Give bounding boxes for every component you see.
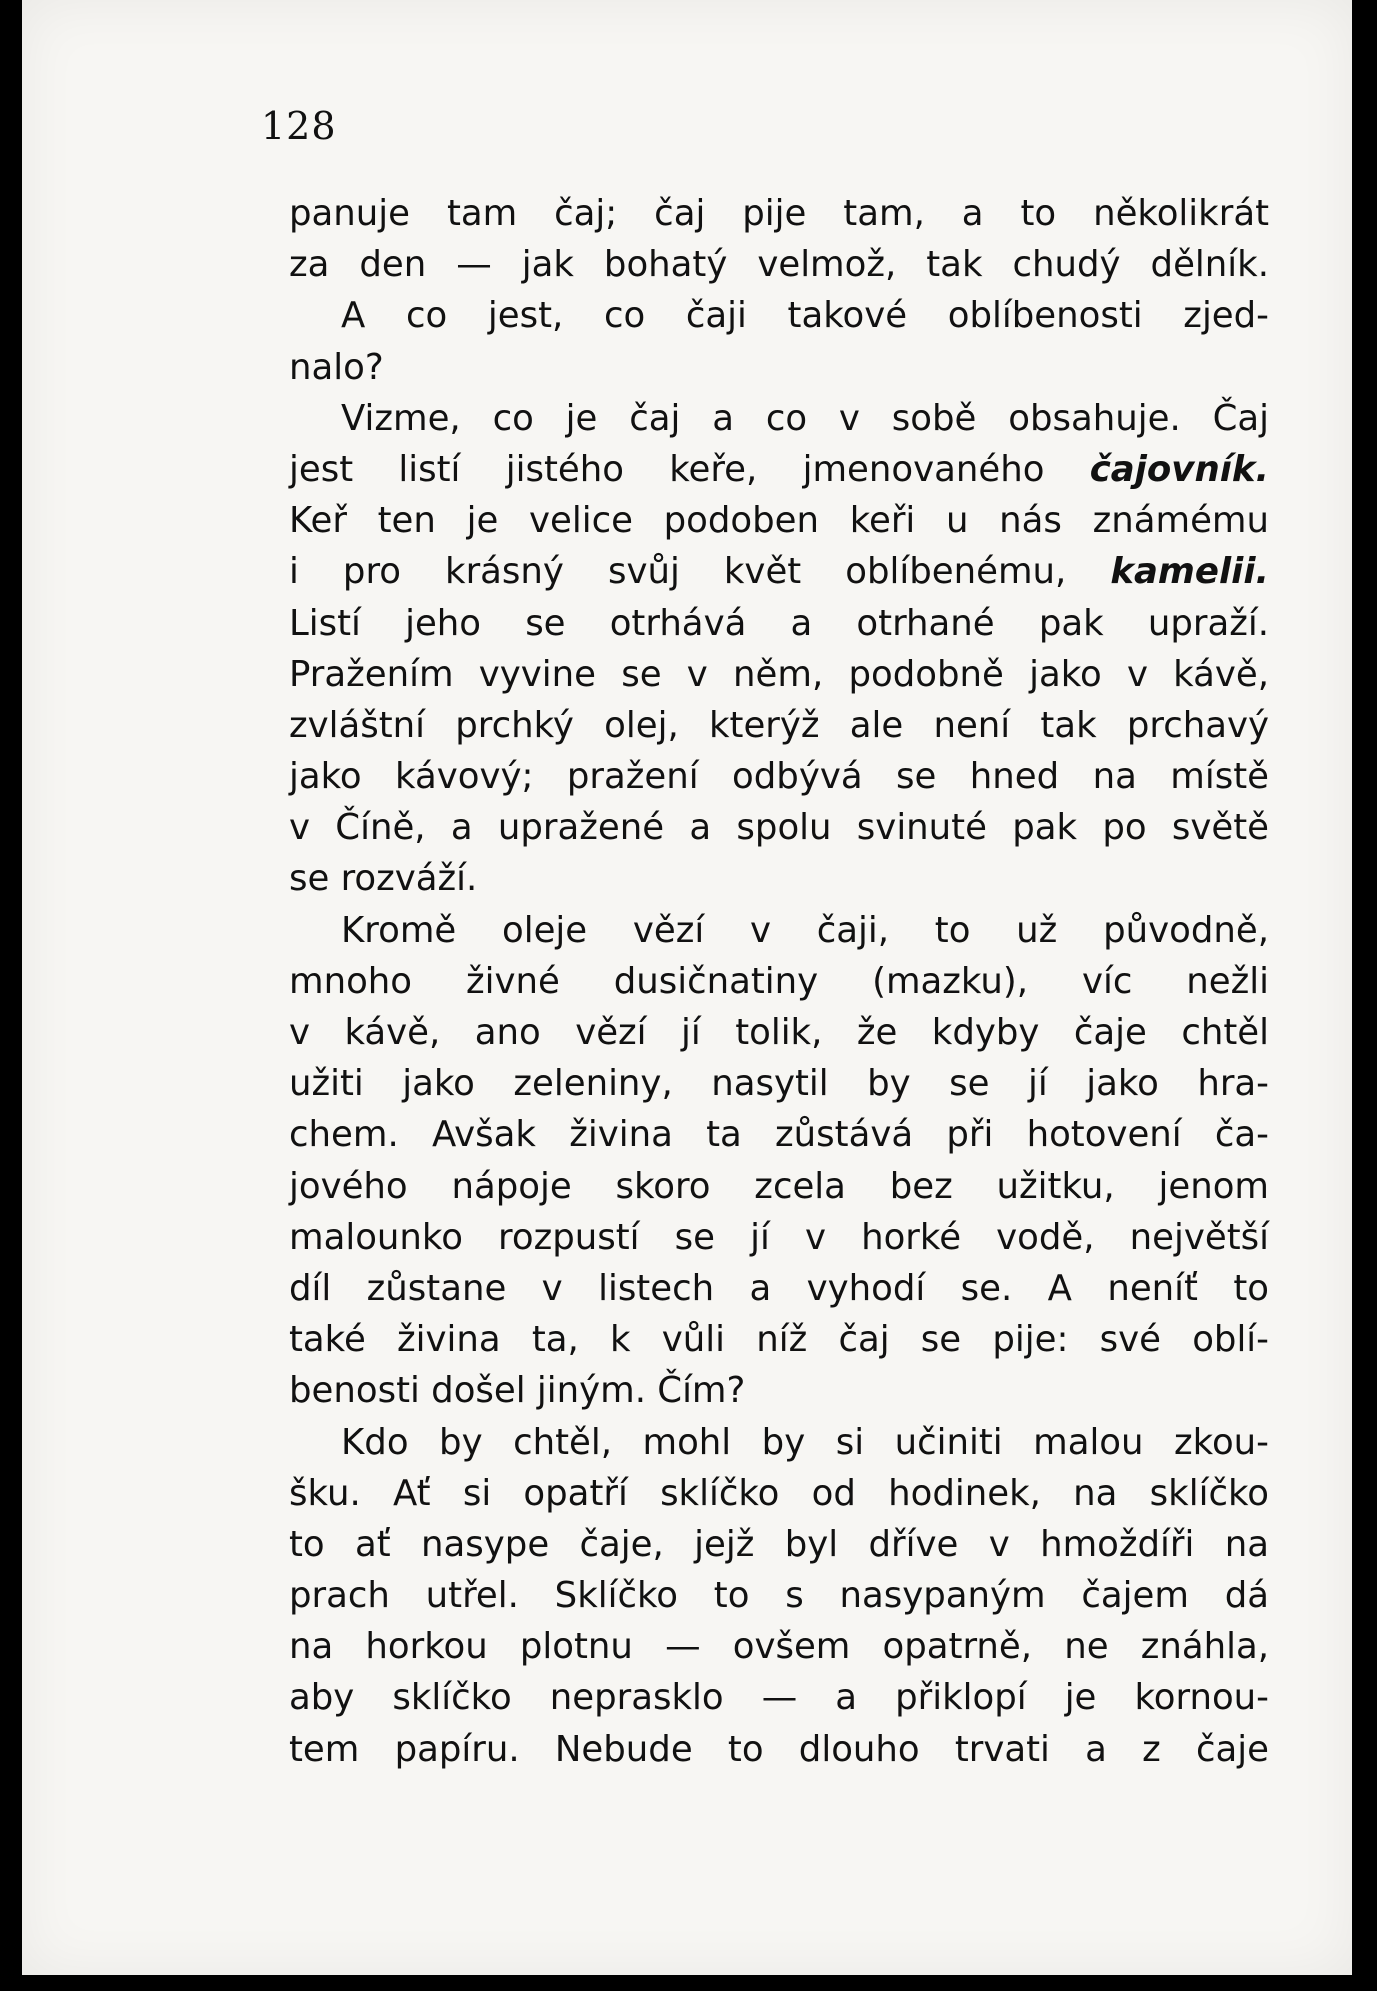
text-line-content: benosti došel jiným. Čím? (289, 1370, 746, 1412)
text-line-content: se rozváží. (289, 858, 478, 900)
scan-border (1352, 0, 1377, 1991)
text-line-content: šku. Ať si opatří sklíčko od hodinek, na sklíčko (289, 1472, 1269, 1514)
text-line (289, 1519, 1269, 1570)
text-line-content: za den — jak bohatý velmož, tak chudý dělník. (289, 244, 1269, 286)
text-line (289, 393, 1269, 444)
page-number: 128 (261, 104, 337, 148)
text-line (289, 751, 1269, 802)
text-line (289, 1417, 1269, 1468)
text-line-content: aby sklíčko neprasklo — a přiklopí je kornou- (289, 1677, 1269, 1719)
text-line (289, 1109, 1269, 1160)
text-line-content: Kromě oleje vězí v čaji, to už původně, (341, 909, 1269, 951)
text-line (289, 1263, 1269, 1314)
text-line (289, 1058, 1269, 1109)
text-line-content: to ať nasype čaje, jejž byl dříve v hmoždíři na (289, 1523, 1269, 1565)
text-line-content: nalo? (289, 346, 384, 388)
text-line-content: A co jest, co čaji takové oblíbenosti zjed- (341, 295, 1269, 337)
text-line-content: užiti jako zeleniny, nasytil by se jí jako hra- (289, 1063, 1269, 1105)
text-line-content: jako kávový; pražení odbývá se hned na místě (289, 756, 1269, 798)
text-line (289, 1161, 1269, 1212)
text-line-content: Kdo by chtěl, mohl by si učiniti malou zkou- (341, 1421, 1269, 1463)
text-line (289, 802, 1269, 853)
text-line-content: malounko rozpustí se jí v horké vodě, největší (289, 1216, 1269, 1258)
text-line (289, 1212, 1269, 1263)
text-line (289, 1621, 1269, 1672)
text-line-content: Listí jeho se otrhává a otrhané pak upraží. (289, 602, 1269, 644)
text-line (289, 1007, 1269, 1058)
text-line-content: panuje tam čaj; čaj pije tam, a to několikrát (289, 193, 1269, 234)
text-line (289, 546, 1269, 597)
text-line-content: zvláštní prchký olej, kterýž ale není tak prchavý (289, 704, 1269, 746)
text-line-content: tem papíru. Nebude to dlouho trvati a z čaje (289, 1728, 1269, 1770)
text-line (289, 598, 1269, 649)
text-line-content: díl zůstane v listech a vyhodí se. A neníť to (289, 1267, 1269, 1309)
text-line (289, 1672, 1269, 1723)
text-line-content: i pro krásný svůj květ oblíbenému, (289, 551, 1067, 593)
text-line (289, 649, 1269, 700)
body-text (289, 188, 1269, 1775)
text-line (289, 1314, 1269, 1365)
text-line (289, 853, 1269, 904)
text-line (289, 342, 1269, 393)
italic-term: kamelii. (1110, 551, 1269, 593)
italic-term: čajovník. (1089, 448, 1269, 490)
text-line-content: prach utřel. Sklíčko to s nasypaným čajem dá (289, 1575, 1269, 1617)
text-line-content: na horkou plotnu — ovšem opatrně, ne znáhla, (289, 1626, 1269, 1668)
text-line (289, 1468, 1269, 1519)
text-line (289, 1724, 1269, 1775)
text-line-content: v kávě, ano vězí jí tolik, že kdyby čaje chtěl (289, 1012, 1269, 1053)
text-line (289, 956, 1269, 1007)
text-line (289, 444, 1269, 495)
text-line-content: Vizme, co je čaj a co v sobě obsahuje. Čaj (341, 397, 1269, 439)
text-line (289, 495, 1269, 546)
text-line (289, 700, 1269, 751)
text-line-content: chem. Avšak živina ta zůstává při hotovení ča- (289, 1114, 1269, 1156)
text-line-content: jového nápoje skoro zcela bez užitku, jenom (289, 1165, 1269, 1207)
text-line-content: Pražením vyvine se v něm, podobně jako v kávě, (289, 653, 1269, 695)
text-line (289, 290, 1269, 341)
text-line (289, 905, 1269, 956)
text-line-content: jest listí jistého keře, jmenovaného (289, 448, 1045, 490)
text-line-content: Keř ten je velice podoben keři u nás známému (289, 500, 1269, 542)
text-line-content: mnoho živné dusičnatiny (mazku), víc nežli (289, 960, 1269, 1002)
text-line (289, 1365, 1269, 1416)
text-line (289, 1570, 1269, 1621)
text-line (289, 239, 1269, 290)
text-line (289, 188, 1269, 239)
text-line-content: také živina ta, k vůli níž čaj se pije: své oblí- (289, 1319, 1269, 1361)
text-line-content: v Číně, a upražené a spolu svinuté pak po světě (289, 807, 1269, 849)
